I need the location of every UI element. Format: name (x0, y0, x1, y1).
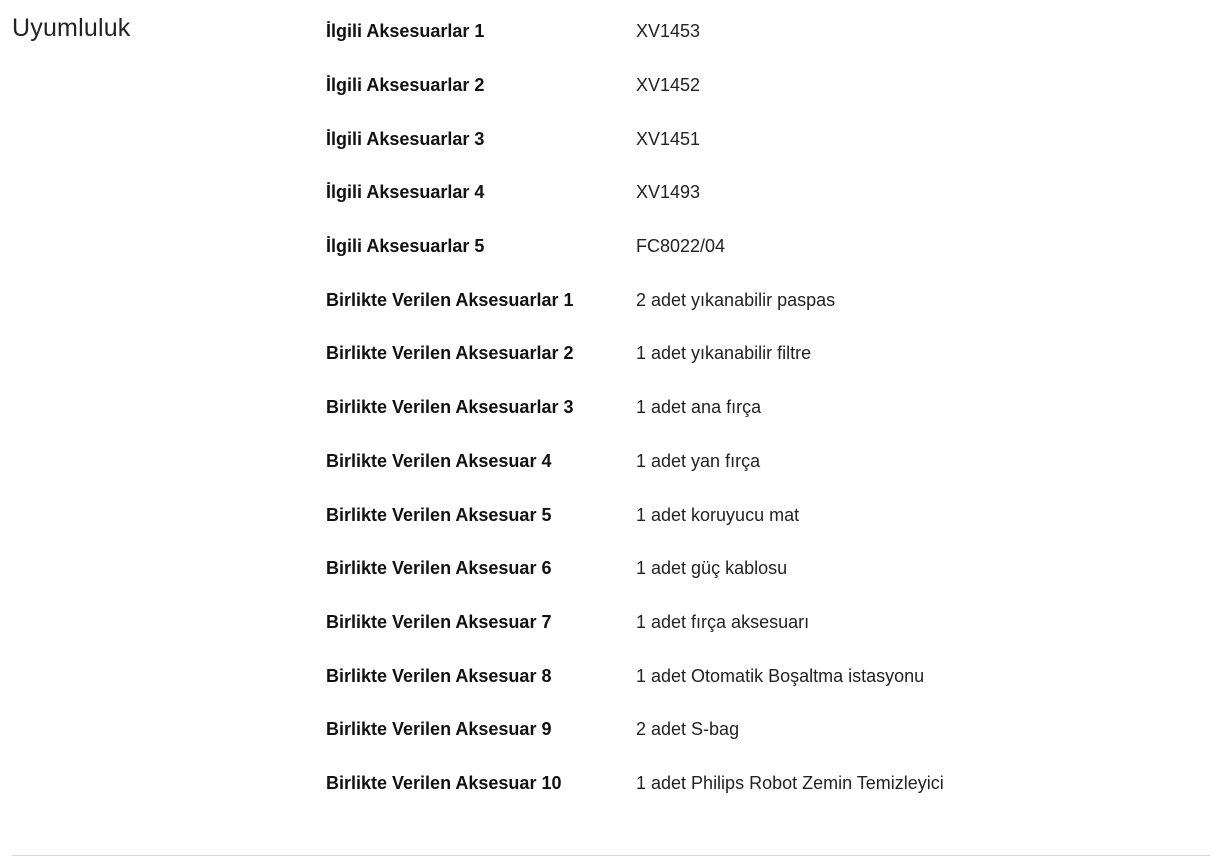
spec-value: XV1451 (636, 128, 701, 149)
spec-value: 1 adet fırça aksesuarı (636, 611, 810, 632)
spec-value: 2 adet yıkanabilir paspas (636, 289, 836, 310)
spec-label: Birlikte Verilen Aksesuarlar 3 (326, 397, 574, 418)
spec-row (326, 166, 1186, 220)
spec-row (326, 488, 1186, 542)
spec-row (326, 649, 1186, 703)
spec-value: 1 adet Otomatik Boşaltma istasyonu (636, 665, 925, 686)
spec-label: Birlikte Verilen Aksesuar 8 (326, 665, 552, 686)
spec-value: 1 adet güç kablosu (636, 558, 788, 579)
section-divider (12, 855, 1210, 856)
spec-value: 1 adet Philips Robot Zemin Temizleyici (636, 772, 944, 793)
spec-row (326, 59, 1186, 113)
spec-label: İlgili Aksesuarlar 4 (326, 182, 485, 203)
spec-row (326, 112, 1186, 166)
spec-label: İlgili Aksesuarlar 5 (326, 236, 485, 257)
spec-row (326, 542, 1186, 596)
spec-row (326, 5, 1186, 59)
spec-value: 1 adet yıkanabilir filtre (636, 343, 812, 364)
spec-row (326, 757, 1186, 811)
spec-row (326, 596, 1186, 650)
spec-row (326, 273, 1186, 327)
spec-label: Birlikte Verilen Aksesuar 4 (326, 450, 552, 471)
spec-row (326, 435, 1186, 489)
spec-value: XV1453 (636, 21, 701, 42)
spec-label: Birlikte Verilen Aksesuar 7 (326, 611, 552, 632)
spec-label: Birlikte Verilen Aksesuar 10 (326, 772, 562, 793)
spec-label: İlgili Aksesuarlar 3 (326, 128, 485, 149)
spec-row (326, 327, 1186, 381)
spec-value: 2 adet S-bag (636, 719, 740, 740)
spec-label: İlgili Aksesuarlar 1 (326, 21, 485, 42)
spec-value: 1 adet ana fırça (636, 397, 762, 418)
section-title: Uyumluluk (12, 14, 131, 42)
spec-value: FC8022/04 (636, 236, 726, 257)
spec-row (326, 381, 1186, 435)
spec-value: 1 adet koruyucu mat (636, 504, 800, 525)
spec-list (326, 5, 1186, 810)
spec-label: Birlikte Verilen Aksesuar 5 (326, 504, 552, 525)
spec-value: XV1452 (636, 75, 701, 96)
spec-row (326, 703, 1186, 757)
spec-label: Birlikte Verilen Aksesuarlar 1 (326, 289, 574, 310)
spec-row (326, 220, 1186, 274)
spec-label: Birlikte Verilen Aksesuar 9 (326, 719, 552, 740)
spec-value: 1 adet yan fırça (636, 450, 761, 471)
spec-label: İlgili Aksesuarlar 2 (326, 75, 485, 96)
spec-value: XV1493 (636, 182, 701, 203)
spec-label: Birlikte Verilen Aksesuar 6 (326, 558, 552, 579)
spec-label: Birlikte Verilen Aksesuarlar 2 (326, 343, 574, 364)
